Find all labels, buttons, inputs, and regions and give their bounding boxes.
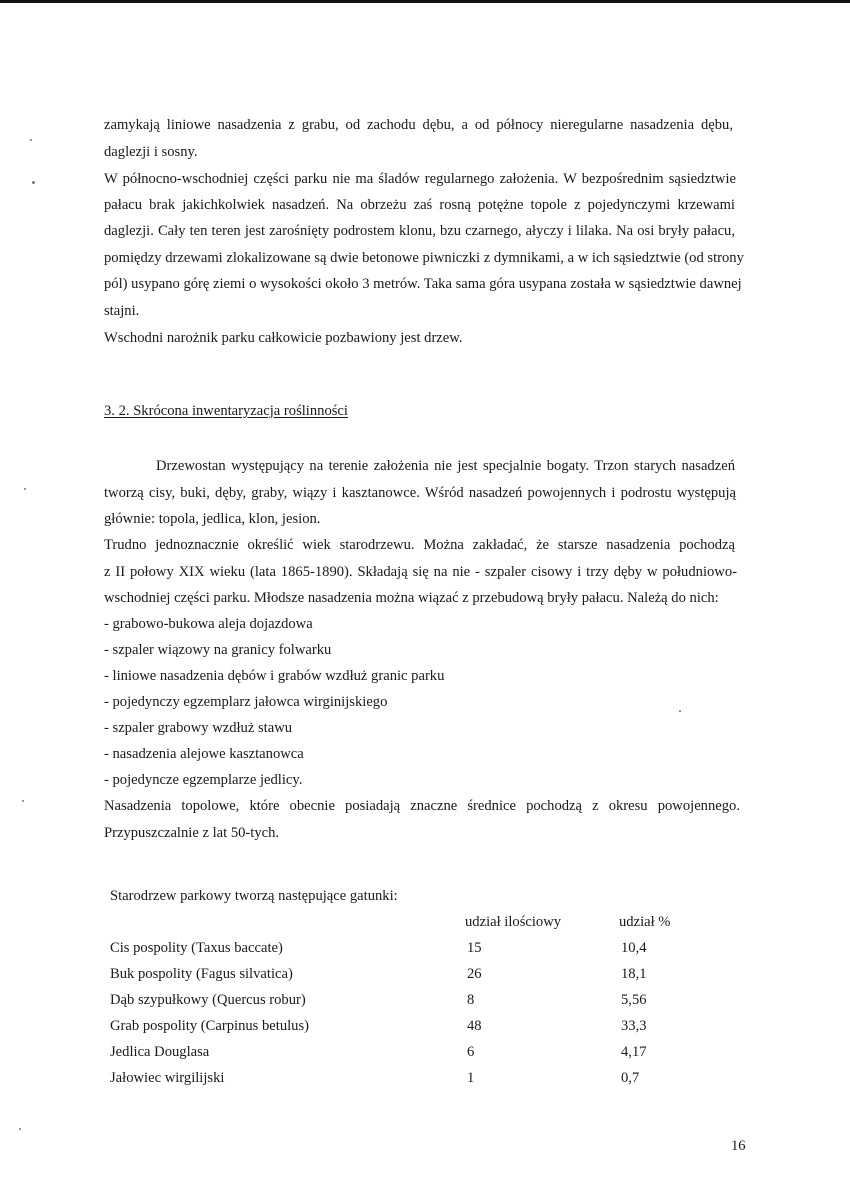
species-count: 6: [467, 1044, 475, 1060]
scan-speck: [19, 1128, 21, 1130]
text-line: pomiędzy drzewami zlokalizowane są dwie betonowe piwniczki z dymnikami, a w ich sąsiedztwie (od strony: [104, 250, 744, 266]
text-line: Wschodni narożnik parku całkowicie pozbawiony jest drzew.: [104, 330, 463, 346]
species-count: 1: [467, 1070, 475, 1086]
text-line: Drzewostan występujący na terenie założenia nie jest specjalnie bogaty. Trzon starych nasadzeń: [156, 458, 735, 474]
text-line: Nasadzenia topolowe, które obecnie posiadają znaczne średnice pochodzą z okresu powojennego.: [104, 798, 740, 814]
text-line: daglezji. Cały ten teren jest zarośnięty podrostem klonu, bzu czarnego, ałyczy i lilaka. Na osi bryły pałacu,: [104, 223, 735, 239]
table-intro: Starodrzew parkowy tworzą następujące gatunki:: [110, 888, 398, 904]
table-header: udział ilościowy: [465, 914, 562, 930]
text-line: tworzą cisy, buki, dęby, graby, wiązy i kasztanowce. Wśród nasadzeń powojennych i podrostu występują: [104, 485, 736, 501]
text-line: głównie: topola, jedlica, klon, jesion.: [104, 511, 321, 527]
species-percent: 18,1: [621, 966, 647, 982]
list-item: - pojedyncze egzemplarze jedlicy.: [104, 772, 303, 788]
list-item: - liniowe nasadzenia dębów i grabów wzdłuż granic parku: [104, 668, 445, 684]
scan-speck: [679, 710, 681, 712]
species-percent: 4,17: [621, 1044, 647, 1060]
species-count: 8: [467, 992, 475, 1008]
species-name: Grab pospolity (Carpinus betulus): [110, 1018, 310, 1034]
scan-speck: [30, 139, 32, 141]
species-percent: 33,3: [621, 1018, 647, 1034]
species-name: Cis pospolity (Taxus baccate): [110, 940, 283, 956]
text-line: Przypuszczalnie z lat 50-tych.: [104, 825, 280, 841]
text-line: zamykają liniowe nasadzenia z grabu, od zachodu dębu, a od północy nieregularne nasadzenia dębu,: [104, 117, 733, 133]
scan-speck: [24, 488, 26, 490]
text-line: pól) usypano górę ziemi o wysokości około 3 metrów. Taka sama góra usypana została w sąsiedztwie dawnej: [104, 276, 742, 292]
list-item: - szpaler grabowy wzdłuż stawu: [104, 720, 293, 736]
species-percent: 10,4: [621, 940, 647, 956]
text-line: W północno-wschodniej części parku nie ma śladów regularnego założenia. W bezpośrednim sąsiedztwie: [104, 171, 736, 187]
text-line: daglezji i sosny.: [104, 144, 198, 160]
list-item: - szpaler wiązowy na granicy folwarku: [104, 642, 332, 658]
list-item: - pojedynczy egzemplarz jałowca wirginijskiego: [104, 694, 388, 710]
species-count: 26: [467, 966, 482, 982]
species-name: Jałowiec wirgilijski: [110, 1070, 225, 1086]
species-percent: 5,56: [621, 992, 647, 1008]
species-percent: 0,7: [621, 1070, 640, 1086]
species-count: 15: [467, 940, 482, 956]
text-line: stajni.: [104, 303, 140, 319]
species-name: Jedlica Douglasa: [110, 1044, 210, 1060]
list-item: - grabowo-bukowa aleja dojazdowa: [104, 616, 313, 632]
table-header: udział %: [619, 914, 671, 930]
text-line: z II połowy XIX wieku (lata 1865-1890). Składają się na nie - szpaler cisowy i trzy dęby w południowo-: [104, 564, 737, 580]
text-line: Trudno jednoznacznie określić wiek starodrzewu. Można zakładać, że starsze nasadzenia pochodzą: [104, 537, 735, 553]
list-item: - nasadzenia alejowe kasztanowca: [104, 746, 304, 762]
section-heading: 3. 2. Skrócona inwentaryzacja roślinności: [104, 403, 348, 419]
species-name: Buk pospolity (Fagus silvatica): [110, 966, 293, 982]
scan-top-border: [0, 0, 850, 3]
page-number: 16: [731, 1138, 746, 1154]
species-name: Dąb szypułkowy (Quercus robur): [110, 992, 306, 1008]
text-line: wschodniej części parku. Młodsze nasadzenia można wiązać z przebudową bryły pałacu. Należą do nich:: [104, 590, 719, 606]
species-count: 48: [467, 1018, 482, 1034]
scan-speck: [22, 800, 24, 802]
text-line: pałacu brak jakichkolwiek nasadzeń. Na obrzeżu zaś rosną potężne topole z pojedynczymi krzewami: [104, 197, 735, 213]
scan-speck: [32, 181, 35, 184]
